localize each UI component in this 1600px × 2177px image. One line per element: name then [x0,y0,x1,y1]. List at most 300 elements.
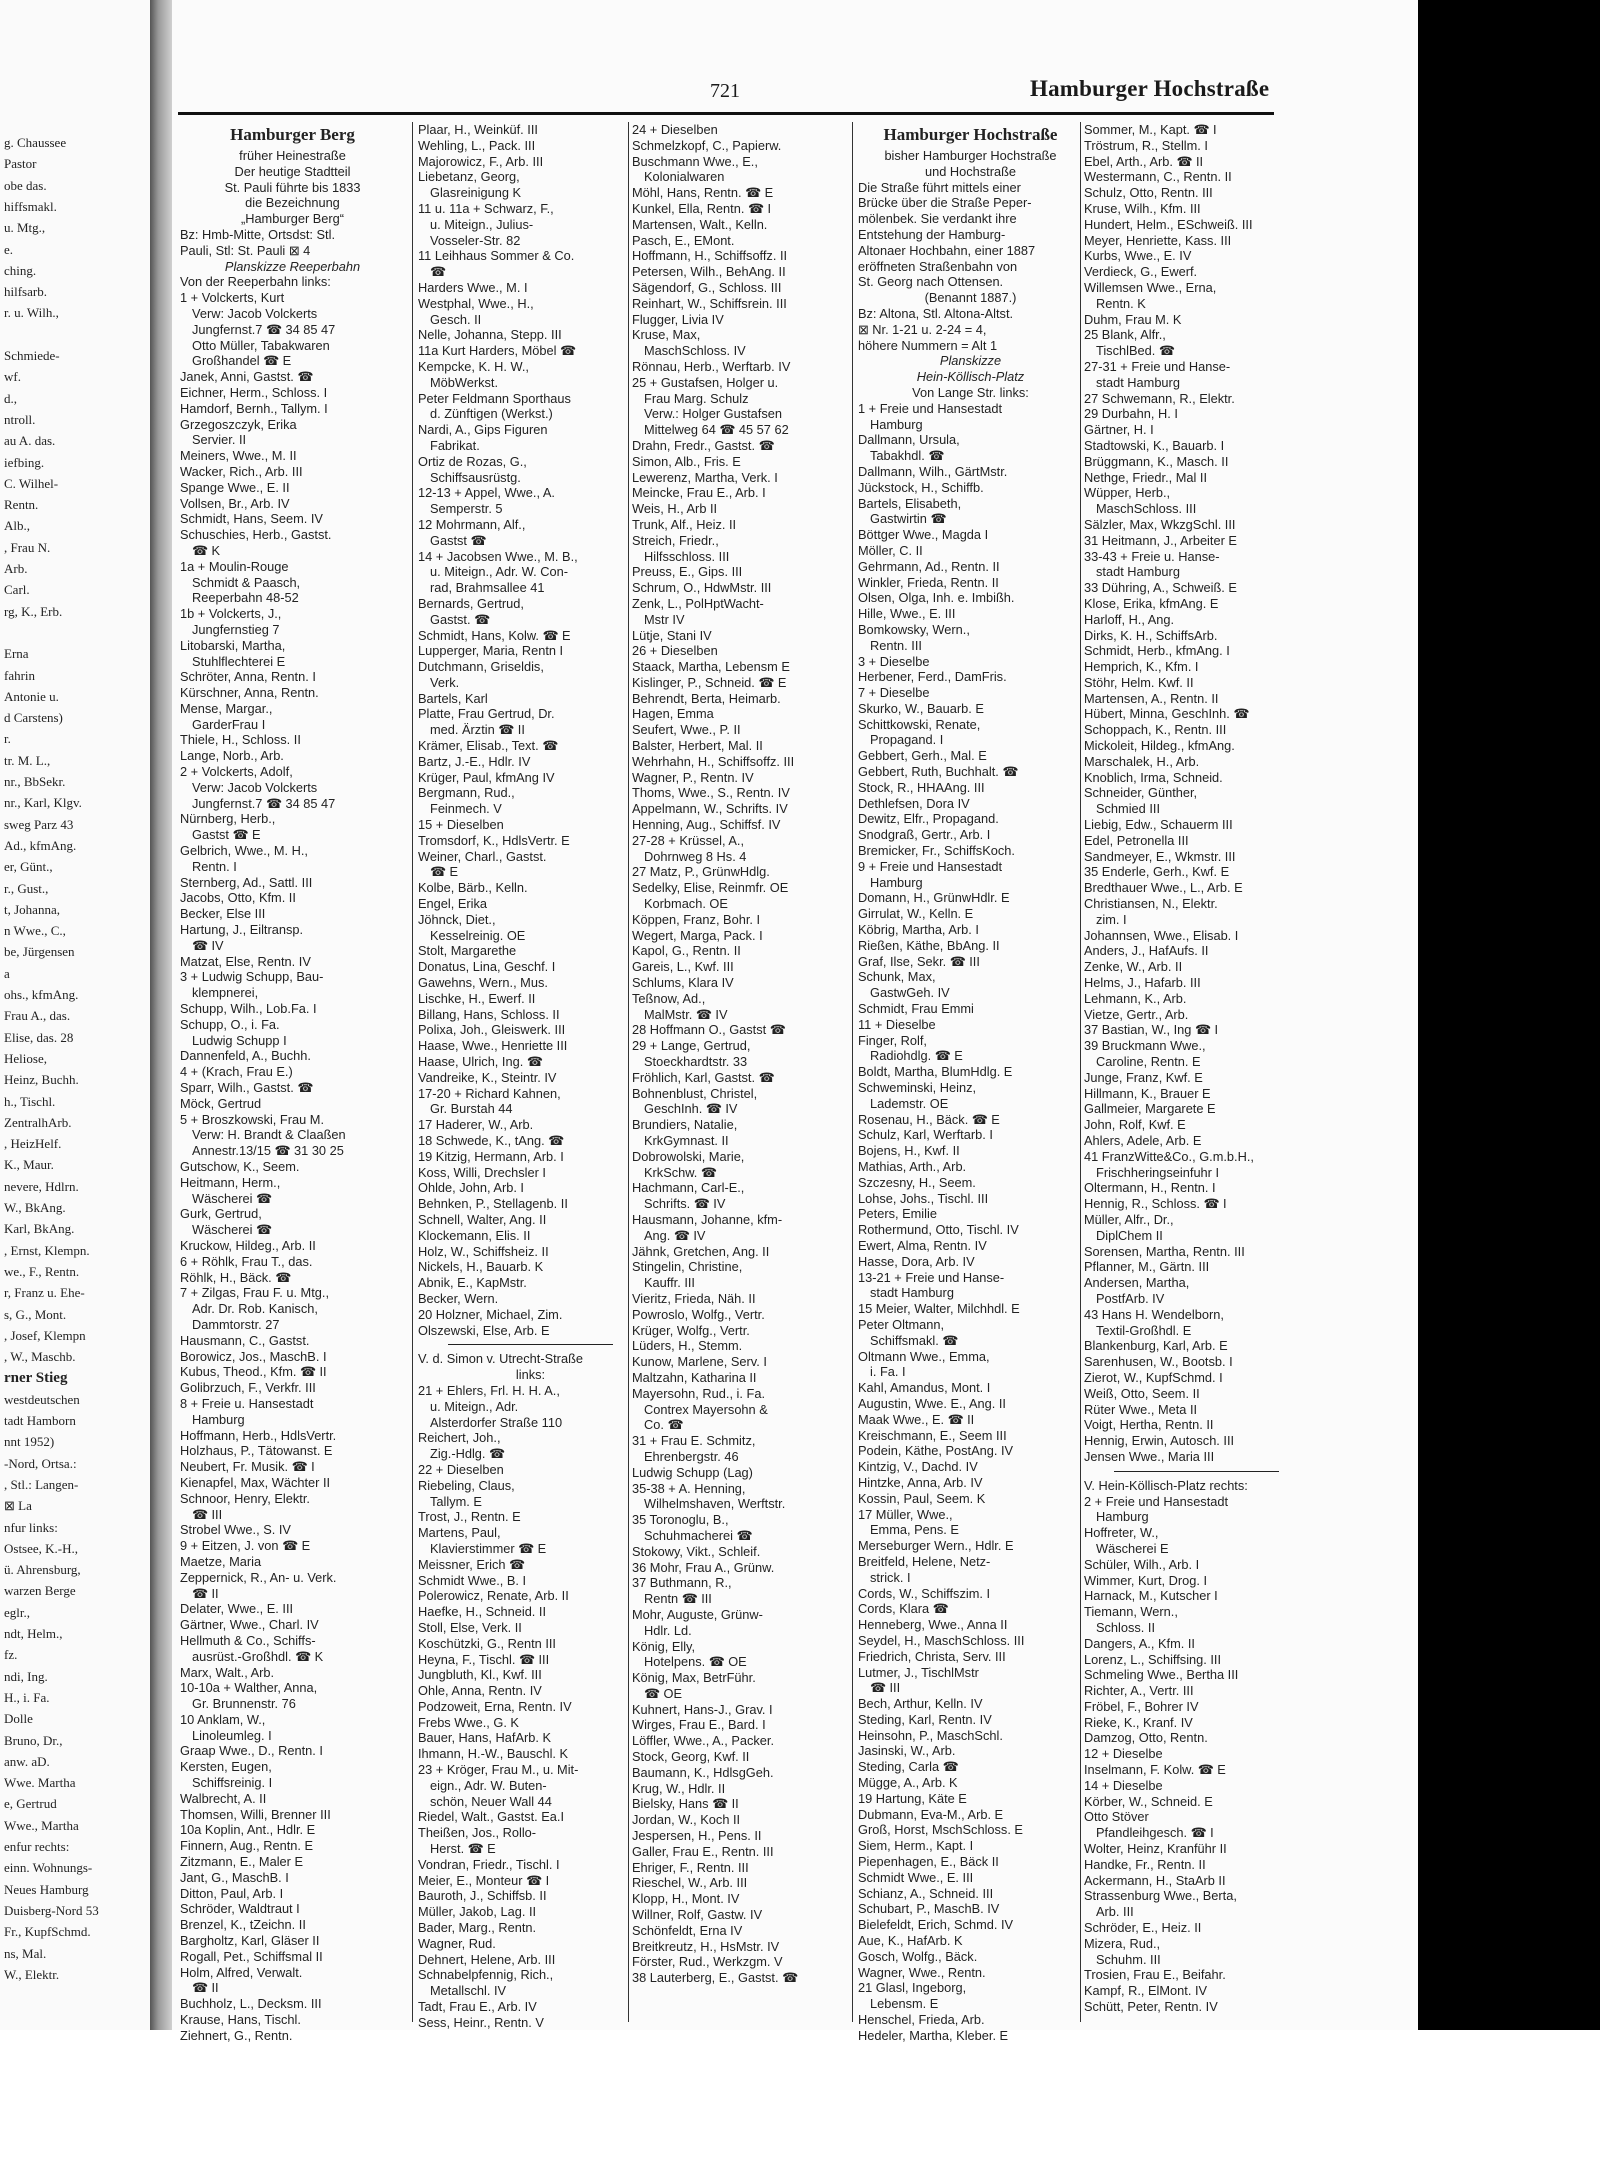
directory-entry: Gutschow, K., Seem. [180,1159,300,1174]
directory-entry: 19 Hartung, Käte E [858,1790,967,1806]
directory-entry: Theißen, Jos., Rollo- [418,1825,537,1841]
directory-entry: Willemsen Wwe., Erna, [1084,279,1217,295]
directory-entry-continuation: schön, Neuer Wall 44 [430,1793,552,1809]
directory-entry: Möhl, Hans, Rentn. ☎ E [632,185,774,201]
directory-entry: Borowicz, Jos., MaschB. I [180,1348,327,1364]
directory-entry: 43 Hans H. Wendelborn, [1084,1306,1224,1322]
directory-entry: Hoffmann, H., Schiffsoffz. II [632,248,788,264]
directory-entry: Balster, Herbert, Mal. II [632,738,763,754]
directory-entry: Jöhnck, Diet., [418,911,496,927]
directory-entry-continuation: stadt Hamburg [1096,374,1180,390]
directory-entry: Boldt, Martha, BlumHdlg. E [858,1064,1013,1080]
directory-entry: Helms, J., Hafarb. III [1084,975,1201,991]
left-page-text: enfur rechts: [4,1839,70,1854]
directory-entry: Jacobs, Otto, Kfm. II [180,890,296,906]
directory-entry-continuation: Zig.-Hdlg. ☎ [430,1446,505,1462]
directory-entry: Polixa, Joh., Gleiswerk. III [418,1022,566,1038]
directory-entry: Köbrig, Martha, Arb. I [858,922,979,938]
directory-entry: 14 + Jacobsen Wwe., M. B., [418,548,578,564]
directory-entry: Mathias, Arth., Arb. [858,1159,967,1174]
directory-entry: Strobel Wwe., S. IV [180,1522,291,1538]
directory-entry: Lehmann, K., Arb. [1084,990,1187,1006]
directory-entry: „Hamburger Berg“ [240,211,345,227]
directory-entry: Baumann, K., HdlsgGeh. [632,1764,774,1780]
directory-entry: Zenke, W., Arb. II [1084,959,1183,975]
directory-entry: Galler, Frau E., Rentn. III [632,1843,774,1859]
left-page-text: iefbing. [4,454,45,470]
directory-entry: Damzog, Otto, Rentn. [1084,1730,1208,1746]
directory-entry: Förster, Rud., Werkzgm. V [632,1954,783,1970]
directory-entry: Entstehung der Hamburg- [858,226,1006,242]
directory-entry: 31 Heitmann, J., Arbeiter E [1084,532,1237,548]
directory-entry-continuation: Hotelpens. ☎ OE [644,1654,747,1670]
left-page-text: Wwe. Martha [4,1775,76,1791]
directory-entry: Podein, Käthe, PostAng. IV [858,1443,1014,1459]
directory-entry: Oltmann Wwe., Emma, [858,1348,990,1364]
directory-entry: Ziehnert, G., Rentn. [180,2027,293,2043]
directory-entry: Trunk, Alf., Heiz. II [632,516,737,532]
directory-entry: Kruckow, Hildeg., Arb. II [180,1237,316,1253]
directory-entry: Herbener, Ferd., DamFris. [858,669,1007,685]
directory-entry: Hoffreter, W., [1084,1525,1159,1541]
directory-entry: Olsen, Olga, Inh. e. Imbißh. [858,590,1015,606]
directory-entry-continuation: Rentn. III [870,637,922,653]
directory-entry: Breitkreutz, H., HsMstr. IV [632,1938,780,1954]
directory-entry: Voigt, Hertha, Rentn. II [1084,1417,1214,1433]
directory-entry: früher Heinestraße [239,148,346,163]
directory-entry: Schoppach, K., Rentn. III [1084,722,1227,738]
directory-entry: Von Lange Str. links: [912,384,1029,400]
directory-entry: Holzhaus, P., Tätowanst. E [180,1443,333,1459]
directory-entry: Andersen, Martha, [1084,1275,1190,1291]
directory-entry: Peter Oltmann, [858,1316,945,1332]
left-page-text: ü. Ahrensburg, [4,1562,81,1578]
left-page-text: r. [4,731,11,747]
directory-entry: Abnik, E., KapMstr. [418,1275,527,1291]
directory-entry: Bomkowsky, Wern., [858,621,970,637]
directory-entry-continuation: Dohrnweg 8 Hs. 4 [644,848,747,864]
directory-entry: 35 Enderle, Gerh., Kwf. E [1084,864,1230,880]
directory-entry: 12-13 + Appel, Wwe., A. [418,485,555,501]
directory-entry: Dethlefsen, Dora IV [858,795,970,811]
directory-entry: Sägendorf, G., Schloss. III [632,279,782,295]
directory-entry: Mohr, Auguste, Grünw- [632,1606,763,1622]
directory-entry: Krug, W., Hdlr. II [632,1780,726,1796]
directory-entry-continuation: ☎ E [430,864,459,880]
directory-entry-continuation: Hamburg [870,416,923,432]
directory-entry-continuation: ☎ OE [644,1685,682,1701]
directory-entry-continuation: ☎ IV [192,937,224,953]
directory-entry-continuation: stadt Hamburg [1096,564,1180,580]
directory-entry: 10 Anklam, W., [180,1711,266,1727]
directory-entry-continuation: klempnerei, [192,985,259,1001]
directory-entry: Donatus, Lina, Geschf. I [418,959,556,975]
directory-entry: Haase, Ulrich, Ing. ☎ [418,1054,543,1070]
directory-entry: Krüger, Paul, kfmAng IV [418,769,555,785]
directory-entry-continuation: Fabrikat. [430,437,480,453]
directory-entry: Kislinger, P., Schneid. ☎ E [632,674,787,690]
left-page-text: hiffsmakl. [4,198,57,214]
directory-entry: Hübert, Minna, GeschInh. ☎ [1084,706,1250,722]
left-page-text: d Carstens) [4,710,63,726]
directory-entry: Sorensen, Martha, Rentn. III [1084,1243,1245,1259]
left-page-text: ndi, Ing. [4,1668,48,1684]
directory-entry: Hennig, R., Schloss. ☎ I [1084,1196,1227,1212]
directory-entry-continuation: Gastwirtin ☎ [870,511,947,527]
directory-entry: Schmidt, Frau Emmi [858,1001,974,1017]
directory-entry: Gärtner, H. I [1084,422,1154,438]
directory-entry: Platte, Frau Gertrud, Dr. [418,706,555,722]
directory-entry: Der heutige Stadtteil [234,163,351,179]
directory-entry: Szczesny, H., Seem. [858,1174,976,1190]
left-page-text: Pastor [4,156,37,172]
directory-entry-continuation: Servier. II [192,432,247,448]
directory-entry: Wimmer, Kurt, Drog. I [1084,1572,1208,1588]
directory-entry-continuation: DiplChem II [1096,1227,1163,1243]
directory-entry: Litobarski, Martha, [180,637,286,653]
directory-entry: Ahlers, Adele, Arb. E [1084,1133,1202,1148]
directory-entry: 3 + Dieselbe [858,653,930,669]
directory-entry-continuation: Rentn ☎ III [644,1591,712,1607]
directory-entry: Anders, J., HafAufs. II [1084,943,1209,959]
directory-entry: Möller, C. II [858,542,923,558]
directory-entry: 1 + Volckerts, Kurt [180,290,285,306]
left-page-text: , Josef, Klempn [4,1327,86,1343]
directory-entry: John, Rolf, Kwf. E [1084,1117,1186,1133]
directory-entry: Becker, Else III [180,906,266,922]
directory-entry: Kapol, G., Rentn. II [632,943,741,959]
directory-entry: 27-28 + Krüssel, A., [632,832,745,848]
directory-entry: mölenbek. Sie verdankt ihre [858,211,1017,227]
scan-border-bottom [0,2027,1600,2177]
directory-entry: Rosenau, H., Bäck. ☎ E [858,1111,1000,1127]
directory-entry-continuation: Schiffsmakl. ☎ [870,1332,959,1348]
directory-entry: Steding, Carla ☎ [858,1759,959,1775]
left-page-text: ching. [4,262,37,278]
directory-entry: Olszewski, Else, Arb. E [418,1322,550,1338]
directory-entry: Schmidt, Hans, Kolw. ☎ E [418,627,571,643]
left-page-text: Dolle [4,1711,33,1727]
directory-entry: Tadt, Frau E., Arb. IV [418,1999,537,2015]
directory-entry: 36 Mohr, Frau A., Grünw. [632,1559,775,1575]
directory-entry: Eichner, Herm., Schloss. I [180,384,328,400]
directory-entry: 7 + Dieselbe [858,685,930,701]
directory-entry: Martens, Paul, [418,1525,501,1541]
directory-entry: Haase, Wwe., Henriette III [418,1038,568,1054]
directory-entry: Jähnk, Gretchen, Ang. II [632,1243,770,1259]
left-page-text: K., Maur. [4,1157,54,1173]
directory-entry: Brücke über die Straße Peper- [858,195,1032,211]
directory-entry: Buchholz, L., Decksm. III [180,1996,322,2012]
directory-entry: Dirks, K. H., SchiffsArb. [1084,627,1218,643]
directory-entry: Kolbe, Bärb., Kelln. [418,880,528,896]
directory-entry: Dallmann, Ursula, [858,432,960,448]
directory-entry-continuation: Gesch. II [430,311,482,327]
directory-entry: Hemprich, K., Kfm. I [1084,659,1199,675]
directory-entry-continuation: Ludwig Schupp I [192,1032,287,1048]
directory-entry: Marschalek, H., Arb. [1084,753,1200,769]
directory-entry-continuation: Großhandel ☎ E [192,353,292,369]
directory-entry-continuation: Pfandleihgesch. ☎ I [1096,1825,1214,1841]
directory-entry: Winkler, Frieda, Rentn. II [858,574,999,590]
directory-column-2 [418,122,643,2030]
directory-entry-continuation: Hamburg [1096,1509,1149,1525]
left-page-text: Erna [4,646,29,662]
left-page-text: nfur links: [4,1519,58,1535]
directory-entry: Kunkel, Ella, Rentn. ☎ I [632,200,771,216]
directory-entry: Harloff, H., Ang. [1084,611,1175,627]
directory-column-3 [632,122,857,2022]
directory-entry: Ihmann, H.-W., Bauschl. K [418,1746,569,1762]
directory-column-5 [1084,122,1309,2022]
directory-entry: bisher Hamburger Hochstraße [884,148,1057,163]
directory-entry: Marx, Walt., Arb. [180,1664,275,1680]
directory-entry: Bargholtz, Karl, Gläser II [180,1933,320,1949]
directory-entry: 8 + Freie u. Hansestadt [180,1395,314,1411]
left-page-text: e, Gertrud [4,1796,57,1812]
directory-entry: 14 + Dieselbe [1084,1777,1163,1793]
directory-entry-continuation: Kesselreinig. OE [430,927,526,943]
directory-entry-continuation: Dammtorstr. 27 [192,1316,280,1332]
directory-entry: 1 + Freie und Hansestadt [858,400,1003,416]
directory-entry-continuation: Ehrenbergstr. 46 [644,1448,739,1464]
left-page-text: wf. [4,369,21,385]
directory-entry: V. d. Simon v. Utrecht-Straße [418,1351,583,1367]
directory-entry: Johannsen, Wwe., Elisab. I [1084,927,1239,943]
directory-entry-continuation: ☎ II [192,1980,219,1996]
directory-entry: 35-38 + A. Henning, [632,1480,746,1496]
directory-entry: Körber, W., Schneid. E [1084,1793,1213,1809]
directory-entry: Hille, Wwe., E. III [858,606,956,622]
directory-entry: Graap Wwe., D., Rentn. I [180,1743,323,1759]
directory-entry-continuation: Radiohdlg. ☎ E [870,1048,963,1064]
left-page-text: Rentn. [4,497,39,513]
directory-entry: Petersen, Wilh., BehAng. II [632,264,786,280]
left-page-text: sweg Parz 43 [4,816,74,832]
directory-entry-continuation: MöbWerkst. [430,374,499,390]
directory-entry-continuation: Schmied III [1096,801,1161,817]
left-page-text: g. Chaussee [4,135,67,150]
directory-entry: Kersten, Eugen, [180,1759,272,1775]
directory-entry-continuation: i. Fa. I [870,1364,906,1380]
directory-entry: Böttger Wwe., Magda I [858,527,989,543]
directory-entry: Mickoleit, Hildeg., kfmAng. [1084,738,1235,754]
directory-entry: (Benannt 1887.) [924,290,1017,306]
directory-entry: Bartels, Karl [418,690,488,706]
left-page-text: e. [4,241,14,257]
directory-entry: Sälzler, Max, WkzgSchl. III [1084,516,1236,532]
directory-entry: Sedelky, Elise, Reinmfr. OE [632,880,789,896]
directory-entry: Sarenhusen, W., Bootsb. I [1084,1354,1233,1370]
left-page-text: hilfsarb. [4,284,47,300]
directory-entry-continuation: Wäscherei ☎ [192,1190,272,1206]
directory-entry: Lange, Norb., Arb. [180,748,284,764]
directory-entry: Jensen Wwe., Maria III [1084,1448,1215,1464]
directory-entry: Ohlde, John, Arb. I [418,1180,524,1196]
directory-entry: Weiß, Otto, Seem. II [1084,1385,1200,1401]
directory-entry-continuation: ausrüst.-Großhdl. ☎ K [192,1648,324,1664]
directory-entry-continuation: u. Miteign., Julius- [430,216,534,232]
directory-entry-continuation: Kolonialwaren [644,169,725,185]
directory-entry: Koss, Willi, Drechsler I [418,1164,546,1180]
directory-entry: Müller, Alfr., Dr., [1084,1211,1174,1227]
directory-entry: Hausmann, C., Gastst. [180,1332,310,1348]
directory-entry: Bader, Marg., Rentn. [418,1920,537,1936]
directory-entry: Die Straße führt mittels einer [858,179,1021,195]
directory-entry: Riedel, Walt., Gastst. Ea.I [418,1809,565,1825]
left-page-text: Frau A., das. [4,1008,71,1024]
directory-entry: Maetze, Maria [180,1553,262,1569]
directory-entry: Hillmann, K., Brauer E [1084,1085,1211,1101]
directory-entry: Bech, Arthur, Kelln. IV [858,1696,983,1712]
directory-entry: St. Georg nach Ottensen. [858,274,1004,290]
directory-entry: Bz: Hmb-Mitte, Ortsdst: Stl. [180,226,336,242]
directory-entry: Spange Wwe., E. II [180,479,290,495]
left-page-text: ns, Mal. [4,1945,47,1961]
directory-entry: 2 + Volckerts, Adolf, [180,764,293,780]
directory-entry: Bredthauer Wwe., L., Arb. E [1084,880,1243,896]
directory-entry: Haefke, H., Schneid. II [418,1604,547,1620]
directory-entry: Jordan, W., Koch II [632,1812,741,1828]
directory-entry: Powroslo, Wolfg., Vertr. [632,1306,765,1322]
left-page-text: ZentralhArb. [4,1114,72,1130]
directory-entry: König, Max, BetrFühr. [632,1670,756,1686]
directory-entry: 37 Bastian, W., Ing ☎ I [1084,1022,1219,1038]
directory-entry: Meier, E., Monteur ☎ I [418,1872,550,1888]
directory-entry: Vieritz, Frieda, Näh. II [632,1290,756,1306]
directory-entry: Schröter, Anna, Rentn. I [180,669,316,685]
left-page-text: rner Stieg [4,1370,68,1387]
directory-entry: 20 Holzner, Michael, Zim. [418,1306,563,1322]
directory-entry: Drahn, Fredr., Gastst. ☎ [632,437,775,453]
left-page-text: n Wwe., C., [4,923,66,939]
directory-entry: Edel, Petronella III [1084,832,1189,848]
directory-entry: Rieke, K., Kranf. IV [1084,1714,1193,1730]
directory-entry: 22 + Dieselben [418,1461,504,1477]
directory-entry: Hennig, Erwin, Autosch. III [1084,1433,1235,1449]
directory-entry: Tromsdorf, K., HdlsVertr. E [418,832,570,848]
directory-entry: Jasinski, W., Arb. [858,1743,956,1759]
directory-entry-continuation: Rentn. K [1096,295,1146,311]
directory-entry-continuation: Feinmech. V [430,801,502,817]
directory-entry: Kruse, Max, [632,327,701,343]
directory-entry: Liebig, Edw., Schauerm III [1084,817,1233,833]
directory-entry: Ackermann, H., StaArb II [1084,1872,1226,1888]
directory-entry: Gebbert, Gerh., Mal. E [858,748,987,764]
directory-entry: eröffneten Straßenbahn von [858,258,1018,274]
directory-entry: Kuhnert, Hans-J., Grav. I [632,1701,773,1717]
directory-entry: Röhlk, H., Bäck. ☎ [180,1269,292,1285]
directory-entry: Ehriger, F., Rentn. III [632,1859,749,1875]
directory-entry-continuation: Schuhm. III [1096,1951,1161,1967]
left-page-text: , Stl.: Langen- [4,1476,79,1492]
directory-entry-continuation: Metallschl. IV [430,1983,507,1999]
map-reference: Planskizze [939,353,1002,369]
directory-entry: 23 + Kröger, Frau M., u. Mit- [418,1762,579,1778]
left-page-text: , W., Maschb. [4,1349,76,1365]
directory-entry: Dehnert, Helene, Arb. III [418,1951,556,1967]
directory-entry: Duhm, Frau M. K [1084,311,1182,327]
directory-entry-continuation: Verw: Jacob Volckerts [192,305,318,321]
directory-entry: Stolt, Margarethe [418,943,517,959]
directory-entry: 9 + Freie und Hansestadt [858,858,1003,874]
directory-entry-continuation: Verk. [430,674,460,690]
directory-entry: Girrulat, W., Kelln. E [858,906,974,922]
directory-entry-continuation: Vosseler-Str. 82 [430,232,521,248]
directory-entry: Merseburger Wern., Hdlr. E [858,1538,1014,1554]
directory-entry: Becker, Wern. [418,1290,499,1306]
directory-entry: Cords, Klara ☎ [858,1601,949,1617]
directory-entry: Zierot, W., KupfSchmd. I [1084,1369,1223,1385]
directory-entry: 15 + Dieselben [418,817,504,833]
directory-entry: Piepenhagen, E., Bäck II [858,1854,999,1870]
column-divider [412,122,413,2022]
left-page-text: rg, K., Erb. [4,603,63,619]
directory-entry: Schüler, Wilh., Arb. I [1084,1556,1200,1572]
left-page-text: Bruno, Dr., [4,1732,63,1748]
left-page-text: , Ernst, Klempn. [4,1242,90,1258]
directory-entry: Zenk, L., PolHptWacht- [632,595,764,611]
directory-entry: Rothermund, Otto, Tischl. IV [858,1222,1019,1238]
directory-entry: 27 Matz, P., GrünwHdlg. [632,864,770,880]
directory-entry: Flugger, Livia IV [632,311,724,327]
directory-entry: Mizera, Rud., [1084,1935,1161,1951]
directory-entry: 26 + Dieselben [632,643,718,659]
column-divider [1080,122,1081,2022]
directory-entry: Dutchmann, Griseldis, [418,659,544,675]
directory-entry: St. Pauli führte bis 1833 [224,179,361,195]
directory-entry: Bergmann, Rud., [418,785,515,801]
directory-entry: Kunow, Marlene, Serv. I [632,1354,767,1370]
directory-entry: Seydel, H., MaschSchloss. III [858,1632,1025,1648]
left-page-text: be, Jürgensen [4,944,75,960]
directory-entry: Meiners, Wwe., M. II [180,448,297,464]
directory-entry: Vondran, Friedr., Tischl. I [418,1856,560,1872]
directory-entry: Groß, Horst, MschSchloss. E [858,1822,1023,1838]
directory-entry: Bielsky, Hans ☎ II [632,1796,739,1812]
directory-entry: Schröder, Waldtraut I [180,1901,300,1917]
directory-entry: Friedrich, Christa, Serv. III [858,1648,1006,1664]
directory-entry: Möck, Gertrud [180,1095,262,1111]
directory-entry: Nelle, Johanna, Stepp. III [418,327,562,343]
directory-entry-continuation: Reeperbahn 48-52 [192,590,299,606]
directory-entry: 27 Schwemann, R., Elektr. [1084,390,1235,406]
directory-entry: Skurko, W., Bauarb. E [858,700,984,716]
directory-entry: Plaar, H., Weinküf. III [418,122,538,137]
directory-entry: 18 Schwede, K., tAng. ☎ [418,1133,565,1148]
directory-entry: Dobrowolski, Marie, [632,1148,745,1164]
directory-entry: König, Elly, [632,1638,696,1654]
directory-entry-continuation: Schuhmacherei ☎ [644,1527,753,1543]
directory-entry: Dewitz, Elfr., Propagand. [858,811,999,827]
directory-entry: Hagen, Emma [632,706,714,722]
left-page-text: d., [4,390,17,406]
directory-entry-continuation: Gastst ☎ [430,532,487,548]
left-page-text: nnt 1952) [4,1434,55,1450]
directory-entry: Meyer, Henriette, Kass. III [1084,232,1232,248]
left-page-text: Carl. [4,582,30,598]
directory-entry: Pflanner, M., Gärtn. III [1084,1259,1210,1275]
directory-entry: Wacker, Rich., Arb. III [180,463,303,479]
directory-entry: Schulz, Karl, Werftarb. I [858,1127,993,1143]
directory-entry: Martensen, Walt., Kelln. [632,216,768,232]
directory-entry: Finnern, Aug., Rentn. E [180,1838,314,1854]
directory-entry: Knoblich, Irma, Schneid. [1084,769,1223,785]
directory-entry: Vollsen, Br., Arb. IV [180,495,290,511]
directory-entry: Kempcke, K. H. W., [418,358,529,374]
directory-entry-continuation: Frischheringseinfuhr I [1096,1164,1220,1180]
directory-entry: 39 Bruckmann Wwe., [1084,1038,1206,1054]
